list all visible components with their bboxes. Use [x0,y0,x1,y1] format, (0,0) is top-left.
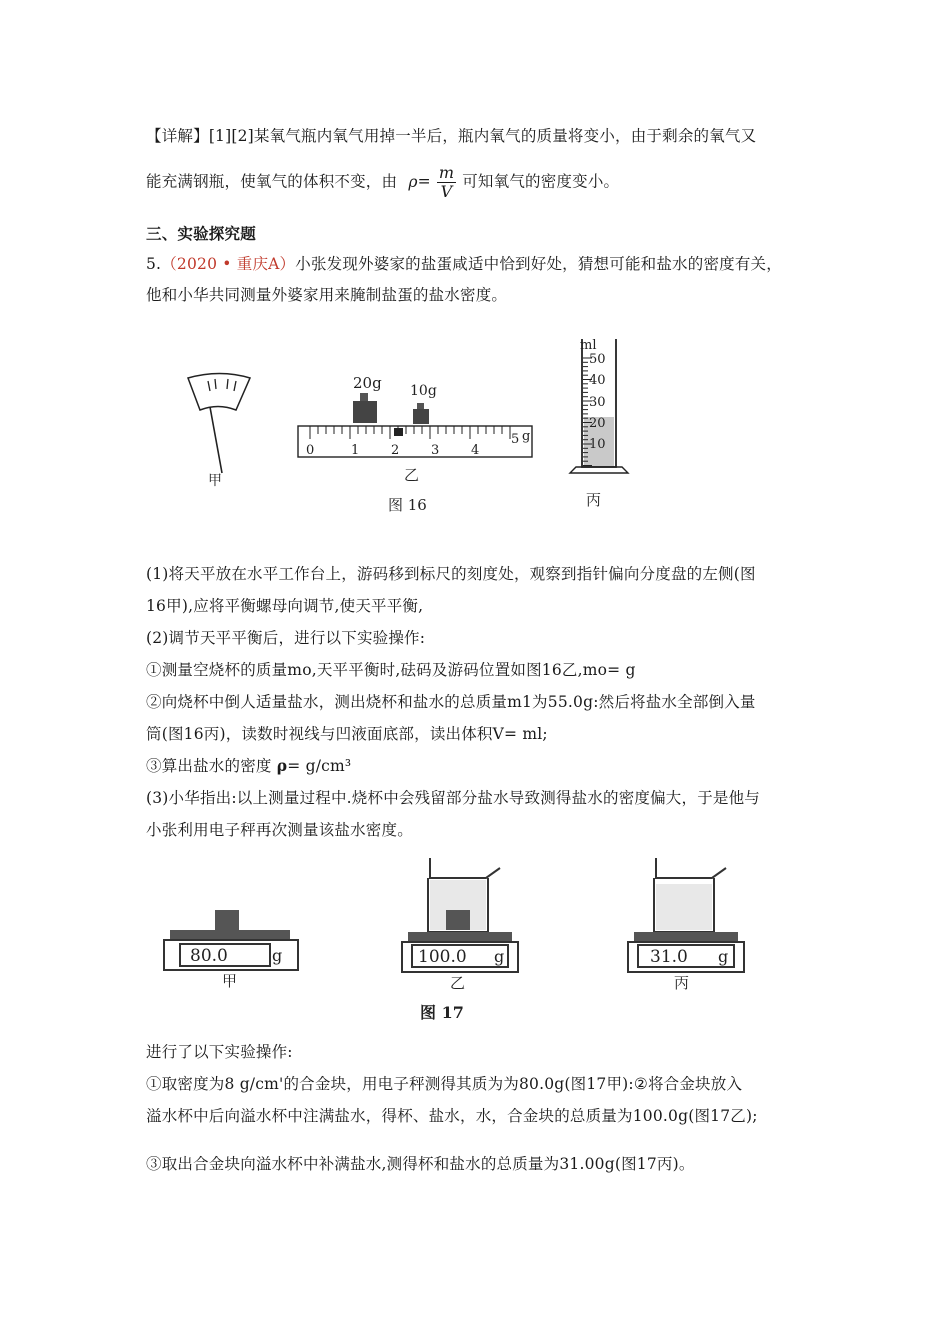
step-2-3-unit: = g/cm³ [287,757,352,775]
scale-1: 1 [351,443,360,458]
alloy-block [215,910,239,930]
scale-2: 2 [391,443,400,458]
question-number: 5. [146,255,162,273]
rho-symbol: ρ [408,172,418,191]
unit-bing: g [718,947,729,966]
step-2-3-rho: ρ [276,756,288,775]
step-1b: 16甲),应将平衡螺母向调节,使天平平衡, [146,597,424,615]
ops-1a: ①取密度为8 g/cm'的合金块，用电子秤测得其质为为80.0g(图17甲):②将合金块放入 [146,1075,743,1093]
reading-bing: 31.0 [650,947,688,967]
fig17-label-jia: 甲 [222,972,238,990]
weight-10g [413,409,429,424]
step-2-3 [146,754,351,776]
equals-sign: = [417,172,431,191]
step-2-2b: 筒(图16丙)，读数时视线与凹液面底部，读出体积V= ml; [146,725,548,743]
ops-1b: 溢水杯中后向溢水杯中注满盐水，得杯、盐水，水，合金块的总质量为100.0g(图17乙); [146,1107,758,1125]
unit-jia: g [272,946,283,965]
section-title: 三、实验探究题 [146,225,256,243]
scale-4: 4 [471,443,480,458]
rider-ticks [310,426,510,439]
question-text-1: 小张发现外婆家的盐蛋咸适中恰到好处，猜想可能和盐水的密度有关， [295,255,782,273]
rider-scale [298,426,532,457]
detail-text-2: 能充满钢瓶，使氧气的体积不变，由 [146,172,398,191]
formula-numerator: m [438,163,455,182]
fig17-label-yi: 乙 [450,974,466,992]
question-source: （2020 • 重庆A） [161,255,296,273]
step-3a: (3)小华指出:以上测量过程中.烧杯中会残留部分盐水导致测得盐水的密度偏大，于是他与 [146,789,761,807]
reading-jia: 80.0 [190,946,228,966]
unit-yi: g [494,947,505,966]
step-2-1: ①测量空烧杯的质量mo,天平平衡时,砝码及游码位置如图16乙,mo= g [146,661,636,679]
weight-20g [353,401,377,423]
density-formula [437,164,456,201]
question-line-2: 他和小华共同测量外婆家用来腌制盐蛋的盐水密度。 [146,286,508,304]
fig16-label-yi: 乙 [404,466,420,484]
weights-and-rider [298,374,532,514]
fig16-caption: 图 16 [388,496,427,514]
weight-20g-label: 20g [353,374,382,392]
step-1a: (1)将天平放在水平工作台上，游码移到标尺的刻度处，观察到指针偏向分度盘的左侧(图 [146,565,756,583]
detail-label: 【详解】 [146,127,209,145]
balance-dial [188,374,250,490]
detail-text-1: [1][2]某氧气瓶内氧气用掉一半后，瓶内氧气的质量将变小，由于剩余的氧气又 [208,127,757,145]
scale-bing [628,858,744,992]
rider [394,428,403,436]
cyl-30: 30 [589,395,606,410]
cylinder-unit: ml [580,338,597,353]
detail-line-2 [146,164,619,201]
scale-0: 0 [306,443,315,458]
measuring-cylinder [570,338,628,509]
step-2: (2)调节天平平衡后，进行以下实验操作: [146,629,426,647]
scale-jia [164,910,298,990]
question-line-1 [146,252,782,274]
fig17-label-bing: 丙 [674,974,690,992]
cyl-20: 20 [589,416,606,431]
balance-pointer [210,407,222,473]
step-2-2a: ②向烧杯中倒人适量盐水，测出烧杯和盐水的总质量m1为55.0g:然后将盐水全部倒入量 [146,693,756,711]
step-3b: 小张利用电子秤再次测量该盐水密度。 [146,821,413,839]
reading-yi: 100.0 [418,947,467,967]
detail-line-1 [146,124,756,146]
step-2-3-text: ③算出盐水的密度 [146,757,272,775]
figure-16 [170,325,640,525]
scale-yi [402,858,518,992]
cyl-10: 10 [589,437,606,452]
alloy-block-in-cup [446,910,470,930]
ops-intro: 进行了以下实验操作: [146,1043,293,1061]
cyl-40: 40 [589,373,606,388]
figure-17 [150,848,770,1028]
formula-denominator: V [440,182,453,201]
detail-text-3: 可知氧气的密度变小。 [462,172,620,191]
fig16-label-jia: 甲 [208,473,222,489]
scale-3: 3 [431,443,440,458]
fig17-caption: 图 17 [420,1003,464,1022]
scale-5: 5 [511,432,520,447]
ops-3: ③取出合金块向溢水杯中补满盐水,测得杯和盐水的总质量为31.00g(图17丙)。 [146,1155,695,1173]
weight-10g-label: 10g [410,383,437,399]
fig16-label-bing: 丙 [586,491,602,509]
scale-unit: g [522,429,531,444]
cyl-50: 50 [589,352,606,367]
